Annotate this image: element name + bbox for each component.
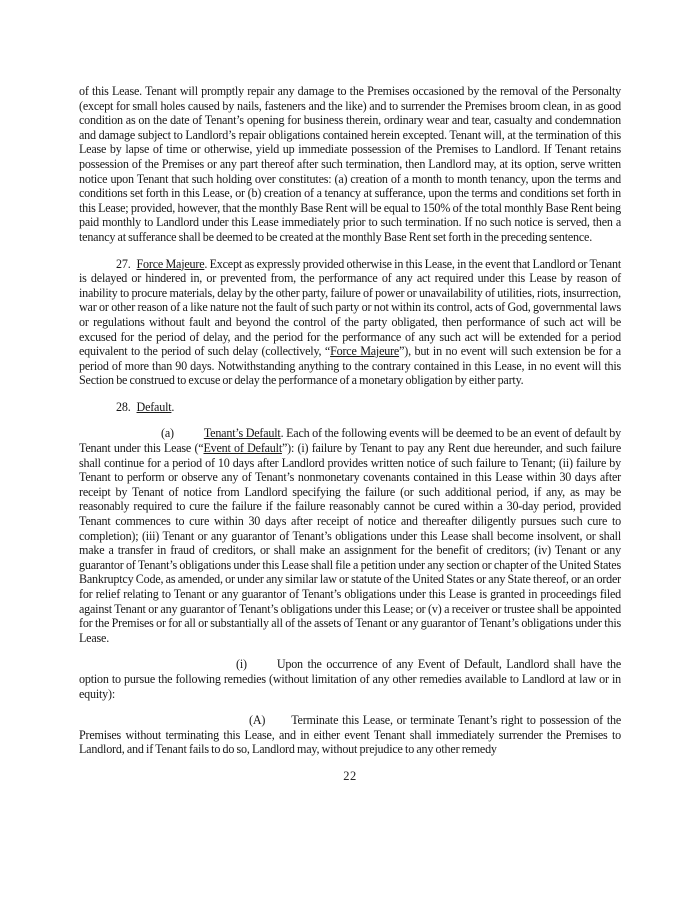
text-run: . (171, 399, 175, 414)
para-28a-i-remedies (79, 657, 621, 701)
text-run: (i) (236, 657, 247, 672)
underlined-text-run: Default (136, 399, 172, 414)
text-run: ”): (i) failure by Tenant to pay any Rent due hereunder, and such failure shall continue for a period of 10 days after Landlord provides written notice of such failure to Tenant; (ii) failure by Tenant to perform or observe any of Tenant’s nonmonetary covenants contained in this Lease within 30 days after receipt by Tenant of notice from Landlord specifying the failure (or such additional period, if any, as may be reasonably required to cure the failure if the failure reasonably cannot be cured within a 30-day period, provided Tenant commences to cure within 30 days after receipt of notice and thereafter diligently pursues such cure to completion); (iii) Tenant or any guarantor of Tenant’s obligations under this Lease shall become insolvent, or shall make a transfer in fraud of creditors, or shall make an assignment for the benefit of creditors; (iv) Tenant or any guarantor of Tenant’s obligations under this Lease shall file a petition under any section or chapter of the United States Bankruptcy Code, as amended, or under any similar law or statute of the United States or any State thereof, or an order for relief relating to Tenant or any guarantor of Tenant’s obligations under this Lease is granted in proceedings filed against Tenant or any guarantor of Tenant’s obligations under this Lease; or (v) a receiver or trustee shall be appointed for the Premises or for all or substantially all of the assets of Tenant or any guarantor of Tenant’s obligations under this Lease. (79, 441, 621, 645)
underlined-text-run: Force Majeure (330, 344, 400, 359)
para-28a-tenants-default (79, 426, 621, 645)
text-run: 28. (116, 399, 131, 414)
text-run: (a) (161, 426, 174, 441)
text-run: ”), but in no event will such extension be for a period of more than 90 days. Notwithstanding anything to the contrary contained in this Lease, in no event will this Section be construed to excuse or delay the performance of a monetary obligation by either party. (79, 344, 621, 388)
text-run: . Except as expressly provided otherwise in this Lease, in the event that Landlord or Tenant is delayed or hindered in, or prevented from, the performance of any act required under this Lease by reason of inability to procure materials, delay by the other party, failure of power or unavailability of utilities, riots, insurrection, war or other reason of a like nature not the fault of such party or not within its control, acts of God, governmental laws or regulations without fault and beyond the control of the party obligated, then performance of such act will be excused for the period of delay, and the period for the performance of any such act will be extended for a period equivalent to the period of such delay (collectively, “ (79, 256, 621, 359)
para-28-default-heading (79, 400, 621, 415)
text-run: Terminate this Lease, or terminate Tenant’s right to possession of the Premises without terminating this Lease, and in either event Tenant shall immediately surrender the Premises to Landlord, and if Tenant fails to do so, Landlord may, without prejudice to any other remedy (79, 713, 621, 757)
para-27-force-majeure (79, 257, 621, 388)
document-body (79, 84, 621, 757)
para-28a-i-A-terminate (79, 713, 621, 757)
para-surrender-holdover (79, 84, 621, 245)
text-run: of this Lease. Tenant will promptly repair any damage to the Premises occasioned by the removal of the Personalty (except for small holes caused by nails, fasteners and the like) and to surrender the Premises broom clean, in as good condition as on the date of Tenant’s opening for business therein, ordinary wear and tear, casualty and condemnation and damage subject to Landlord’s repair obligations contained herein excepted. Tenant will, at the termination of this Lease by lapse of time or otherwise, yield up immediate possession of the Premises to Landlord. If Tenant retains possession of the Premises or any part thereof after such termination, then Landlord may, at its option, serve written notice upon Tenant that such holding over constitutes: (a) creation of a month to month tenancy, upon the terms and conditions set forth in this Lease, or (b) creation of a tenancy at sufferance, upon the terms and conditions set forth in this Lease; provided, however, that the monthly Base Rent will be equal to 150% of the total monthly Base Rent being paid monthly to Landlord under this Lease immediately prior to such termination. If no such notice is served, then a tenancy at sufferance shall be deemed to be created at the monthly Base Rent set forth in the preceding sentence. (79, 84, 621, 244)
underlined-text-run: Tenant’s Default (203, 426, 281, 441)
tab-space (265, 723, 291, 724)
text-run: . Each of the following events will be deemed to be an event of default by Tenant under this Lease (“ (79, 426, 621, 456)
page-number: 22 (343, 768, 357, 783)
underlined-text-run: Force Majeure (136, 256, 205, 271)
underlined-text-run: Event of Default (203, 441, 282, 456)
text-run: (A) (249, 713, 266, 728)
text-run: 27. (116, 256, 131, 271)
text-run: Upon the occurrence of any Event of Default, Landlord shall have the option to pursue the following remedies (without limitation of any other remedies available to Landlord at law or in equity): (79, 657, 621, 701)
tab-space (247, 667, 277, 668)
tab-space (174, 436, 204, 437)
